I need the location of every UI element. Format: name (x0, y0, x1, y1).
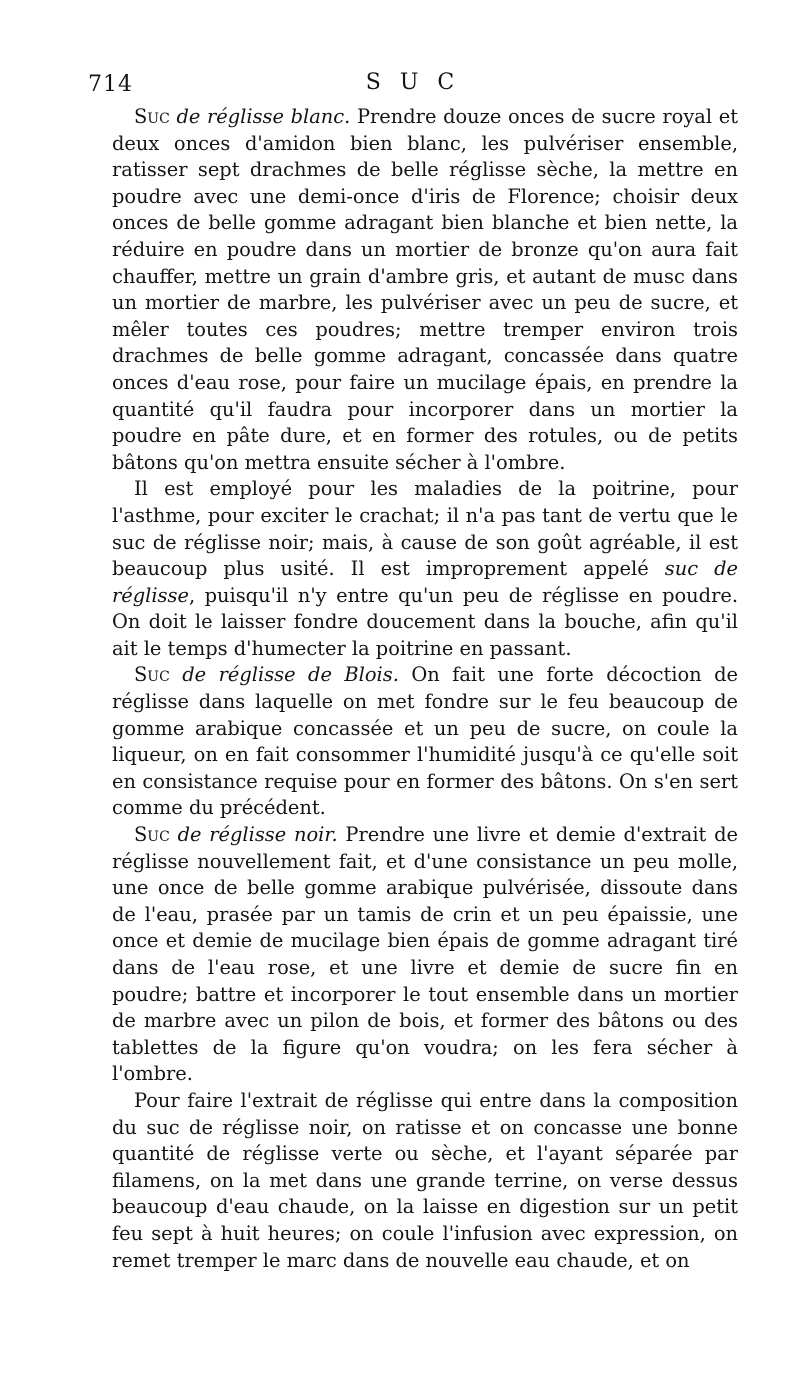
entry-title: de réglisse de Blois. (169, 663, 399, 687)
paragraph-suc-noir (112, 822, 738, 1088)
paragraph-suc-blanc (112, 104, 738, 476)
paragraph-text: Il est employé pour les maladies de la poitrine, pour l'asthme, pour exciter le crachat; il n'a pas tant de vertu que le suc de réglisse noir; mais, à cause de son goût agréable, il est beaucoup plus usité. Il est improprement appelé (112, 477, 738, 581)
page-header (88, 66, 738, 106)
paragraph-text: Prendre une livre et demie d'extrait de réglisse nouvellement fait, et d'une consistance un peu molle, une once de belle gomme arabique pulvérisée, dissoute dans de l'eau, prasée par un tamis de crin et un peu épaissie, une once et demie de mucilage bien épais de gomme adragant tiré dans de l'eau rose, et une livre et demie de sucre fin en poudre; battre et incorporer le tout ensemble dans un mortier de marbre avec un pilon de bois, et former des bâtons ou des tablettes de la figure qu'on voudra; on les fera sécher à l'ombre. (112, 823, 738, 1086)
page-body (112, 104, 738, 1274)
paragraph-extrait (112, 1088, 738, 1274)
entry-lead: Suc (134, 823, 170, 847)
entry-lead: Suc (134, 663, 170, 687)
paragraph-text: On fait une forte décoction de réglisse dans laquelle on met fondre sur le feu beaucoup de gomme arabique concassée et un peu de sucre, on coule la liqueur, on en fait consommer l'humidité jusqu'à ce qu'elle soit en consistance requise pour en former des bâtons. On s'en sert comme du précédent. (112, 663, 738, 820)
paragraph-text: Pour faire l'extrait de réglisse qui entre dans la composition du suc de réglisse noir, on ratisse et on concasse une bonne quantité de réglisse verte ou sèche, et l'ayant séparée par filamens, on la met dans une grande terrine, on verse dessus beaucoup d'eau chaude, on la laisse en digestion sur un petit feu sept à huit heures; on coule l'infusion avec expression, on remet tremper le marc dans de nouvelle eau chaude, et on (112, 1088, 738, 1272)
paragraph-text: Prendre douze onces de sucre royal et deux onces d'amidon bien blanc, les pulvériser ensemble, ratisser sept drachmes de belle réglisse sèche, la mettre en poudre avec une demi-once d'iris de Florence; choisir deux onces de belle gomme adragant bien blanche et bien nette, la réduire en poudre dans un mortier de bronze qu'on aura fait chauffer, mettre un grain d'ambre gris, et autant de musc dans un mortier de marbre, les pulvériser avec un peu de sucre, et mêler toutes ces poudres; mettre tremper environ trois drachmes de belle gomme adragant, concassée dans quatre onces d'eau rose, pour faire un mucilage épais, en prendre la quantité qu'il faudra pour incorporer dans un mortier la poudre en pâte dure, et en former des rotules, ou de petits bâtons qu'on mettra ensuite sécher à l'ombre. (112, 105, 738, 474)
paragraph-suc-blois (112, 662, 738, 822)
entry-title: de réglisse blanc. (169, 105, 351, 128)
running-head: S U C (365, 70, 461, 95)
paragraph-text: , puisqu'il n'y entre qu'un peu de réglisse en poudre. On doit le laisser fondre doucement dans la bouche, afin qu'il ait le temps d'humecter la poitrine en passant. (112, 583, 738, 660)
paragraph-usage (112, 476, 738, 662)
entry-title: de réglisse noir. (169, 823, 338, 847)
entry-lead: Suc (134, 105, 170, 128)
italic-term: suc de réglisse (112, 557, 738, 607)
page-number: 714 (88, 72, 133, 97)
